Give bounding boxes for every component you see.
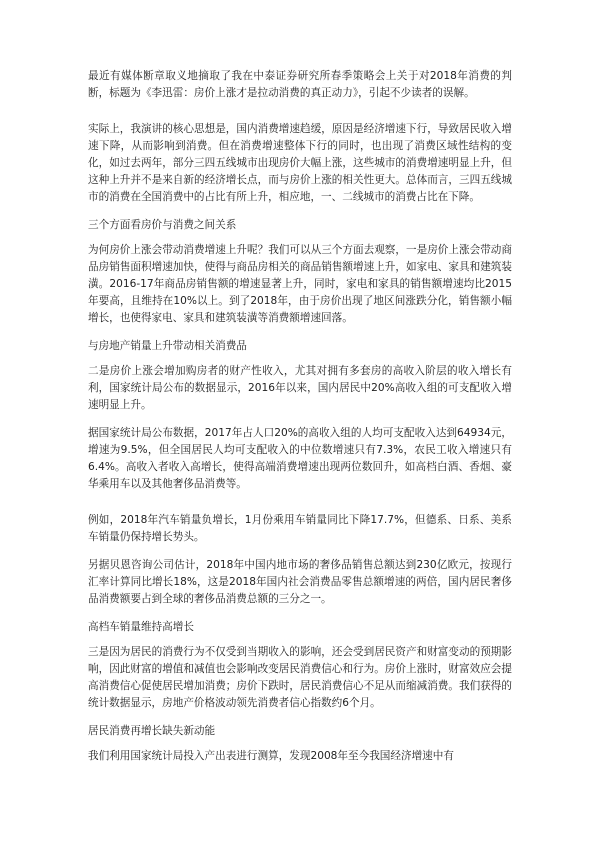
- paragraph-core-idea: 实际上，我演讲的核心思想是，国内消费增速趋缓，原因是经济增速下行，导致居民收入增速下降，从而影响到消费。但在消费增速整体下行的同时，也出现了消费区域性结构的变化，如过去两年，部分三四五线城市出现房价大幅上涨，这些城市的消费增速明显上升，但这种上升并不是来自新的经济增长点，而与房价上涨的相关性更大。总体而言，三四五线城市的消费在全国消费中的占比有所上升，相应地，一、二线城市的消费占比在下降。: [88, 123, 512, 203]
- paragraph-car-sales: 例如，2018年汽车销量负增长，1月份乘用车销量同比下降17.7%，但德系、日系、美系车销量仍保持增长势头。: [88, 514, 512, 543]
- paragraph-second-aspect: 二是房价上涨会增加购房者的财产性收入，尤其对拥有多套房的高收入阶层的收入增长有利，国家统计局公布的数据显示，2016年以来，国内居民中20%高收入组的可支配收入增速明显上升。: [88, 365, 512, 411]
- paragraph-luxury-sales: 另据贝恩咨询公司估计，2018年中国内地市场的奢侈品销售总额达到230亿欧元，按现行汇率计算同比增长18%，这是2018年国内社会消费品零售总额增速的两倍，国内居民奢侈品消费额要占到全球的奢侈品消费总额的三分之一。: [88, 559, 512, 605]
- section-heading-three-aspects: 三个方面看房价与消费之间关系: [88, 219, 237, 231]
- paragraph-third-aspect: 三是因为居民的消费行为不仅受到当期收入的影响，还会受到居民资产和财富变动的预期影响，因此财富的增值和减值也会影响改变居民消费信心和行为。房价上涨时，财富效应会提高消费信心促使居民增加消费；房价下跌时，居民消费信心不足从而缩减消费。我们获得的统计数据显示，房地产价格波动领先消费者信心指数约6个月。: [88, 646, 512, 709]
- section-heading-property-sales: 与房地产销量上升带动相关消费品: [88, 340, 247, 352]
- section-heading-luxury-cars: 高档车销量维持高增长: [88, 621, 194, 633]
- article-body: [88, 68, 512, 765]
- paragraph-intro: 最近有媒体断章取义地摘取了我在中泰证券研究所春季策略会上关于对2018年消费的判断，标题为《李迅雷：房价上涨才是拉动消费的真正动力》，引起不少读者的误解。: [88, 70, 512, 99]
- paragraph-income-data: 据国家统计局公布数据，2017年占人口20%的高收入组的人均可支配收入达到64934元，增速为9.5%，但全国居民人均可支配收入的中位数增速只有7.3%，农民工收入增速只有6.4%。高收入者收入高增长，使得高端消费增速出现两位数回升，如高档白酒、香烟、豪华乘用车以及其他奢侈品消费等。: [88, 427, 512, 490]
- section-heading-new-momentum: 居民消费再增长缺失新动能: [88, 725, 216, 737]
- paragraph-input-output: 我们利用国家统计局投入产出表进行测算，发现2008年至今我国经济增速中有: [88, 750, 454, 762]
- paragraph-first-aspect: 为何房价上涨会带动消费增速上升呢？我们可以从三个方面去观察，一是房价上涨会带动商品房销售面积增速加快，使得与商品房相关的商品销售额增速上升，如家电、家具和建筑装潢。2016-17年商品房销售额的增速显著上升，同时，家电和家具的销售额增速均比2015年要高，且维持在10%以上。到了2018年，由于房价出现了地区间涨跌分化，销售额小幅增长，也使得家电、家具和建筑装潢等消费额增速回落。: [88, 244, 512, 324]
